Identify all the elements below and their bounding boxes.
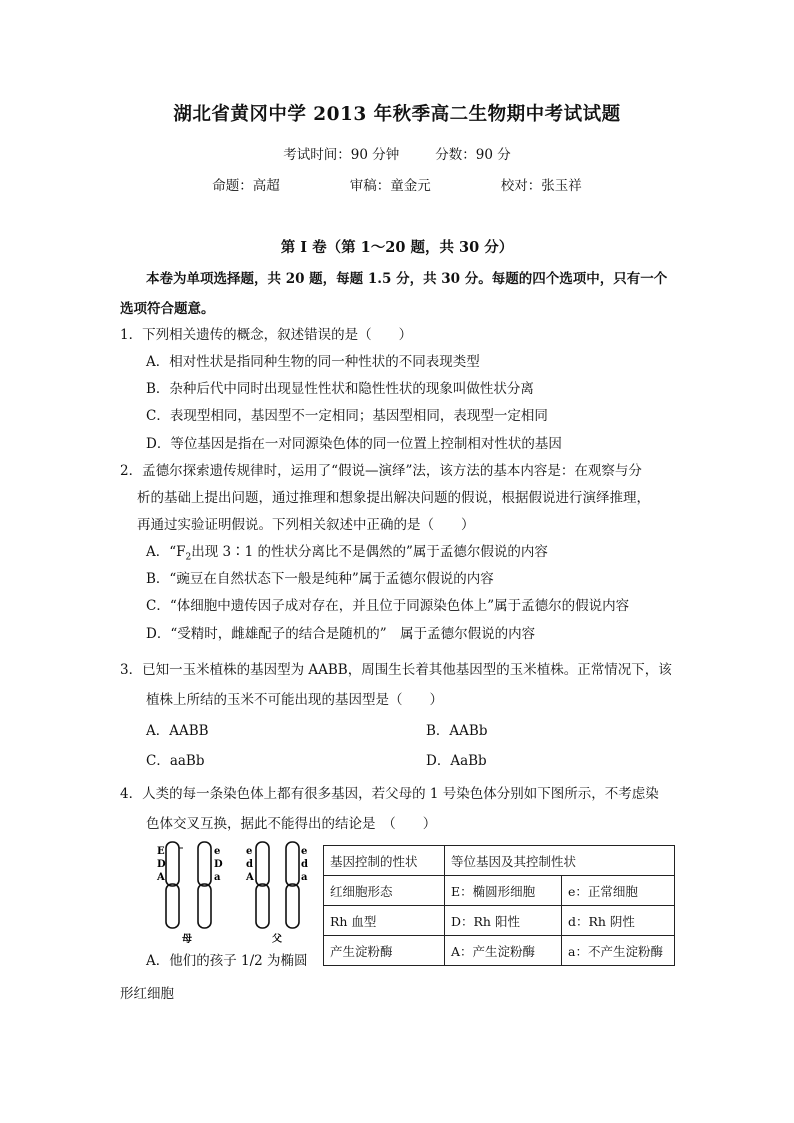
gene-table-header [324,846,675,876]
gene-table-cell: d：Rh 阴性 [562,906,675,936]
father-chr1-gene-2: d [246,859,253,870]
q1-stem: 1．下列相关遗传的概念，叙述错误的是（ ） [120,327,413,343]
table-row [324,936,675,966]
q2-option-a-post: 出现 3∶1 的性状分离比不是偶然的”属于孟德尔假说的内容 [191,544,548,560]
q2-option-b: B．“豌豆在自然状态下一般是纯种”属于孟德尔假说的内容 [146,571,494,587]
mother-chr2-gene-1: e [214,846,221,857]
exam-title: 湖北省黄冈中学 2013 年秋季高二生物期中考试试题 [173,104,621,125]
father-chr2-gene-3: a [301,872,308,883]
chromosome-figure [152,838,312,948]
father-label: 父 [272,934,282,945]
father-chromosome-2-bottom [286,884,299,928]
q2-stem-3: 再通过实验证明假说。下列相关叙述中正确的是（ ） [137,517,475,533]
q2-option-c: C．“体细胞中遗传因子成对存在，并且位于同源染色体上”属于孟德尔的假说内容 [146,598,630,614]
q3-option-d: D．AaBb [426,753,487,769]
exam-reviewer: 审稿：童金元 [349,178,431,194]
gene-table-cell: A：产生淀粉酶 [445,936,562,966]
q1-option-b: B．杂种后代中同时出现显性性状和隐性性状的现象叫做性状分离 [146,381,534,397]
mother-chromosomes [156,842,223,945]
q4-stem-1: 4．人类的每一条染色体上都有很多基因，若父母的 1 号染色体分别如下图所示，不考虑染 [120,786,659,802]
section-title: 第 I 卷（第 1～20 题，共 30 分） [280,239,514,256]
exam-score: 分数：90 分 [435,147,511,163]
mother-label: 母 [182,934,192,945]
mother-chromosome-1-bottom [166,884,179,928]
father-chr1-gene-3: A [246,872,254,883]
father-chr1-gene-1: e [246,846,253,857]
q3-stem-2: 植株上所结的玉米不可能出现的基因型是（ ） [146,692,443,708]
table-row [324,906,675,936]
father-chromosome-1-top [256,842,269,886]
q2-option-a-sub: 2 [185,552,192,563]
q3-option-a: A．AABB [146,723,209,739]
mother-chromosome-2-bottom [198,884,211,928]
gene-table-cell: E：椭圆形细胞 [445,876,562,906]
mother-chromosome-2-top [198,842,211,886]
mother-chr1-gene-3: A [157,872,165,883]
exam-meta [0,146,794,164]
gene-table [323,845,675,966]
exam-staff [0,177,794,195]
gene-table-cell: e：正常细胞 [562,876,675,906]
q2-option-a-pre: A．“F [146,544,186,560]
gene-table-header-cell: 等位基因及其控制性状 [445,846,675,876]
mother-chr2-gene-2: D [214,859,223,870]
q3-option-b: B．AABb [426,723,488,739]
q2-stem-2: 析的基础上提出问题，通过推理和想象提出解决问题的假说，根据假说进行演绎推理， [137,490,650,506]
exam-time: 考试时间：90 分钟 [283,147,400,163]
mother-chr1-gene-1: E [157,846,165,857]
q1-option-c: C．表现型相同，基因型不一定相同；基因型相同，表现型一定相同 [146,408,548,424]
father-chr2-gene-1: e [301,846,308,857]
q2-stem-1: 2．孟德尔探索遗传规律时，运用了“假说—演绎”法，该方法的基本内容是：在观察与分 [120,463,642,479]
q4-option-a-line-1: A．他们的孩子 1/2 为椭圆 [146,953,308,969]
father-chromosome-1-bottom [256,884,269,928]
gene-table-cell: D：Rh 阳性 [445,906,562,936]
q1-option-d: D．等位基因是指在一对同源染色体的同一位置上控制相对性状的基因 [146,436,562,452]
father-chr2-gene-2: d [301,859,308,870]
mother-chromosome-1-top [166,842,179,886]
gene-table-cell: Rh 血型 [324,906,445,936]
section-instruction-2: 选项符合题意。 [120,301,215,317]
q3-stem-1: 3．已知一玉米植株的基因型为 AABB，周围生长着其他基因型的玉米植株。正常情况下，该 [120,662,672,678]
exam-proofreader: 校对：张玉祥 [500,178,582,194]
father-chromosomes [245,842,308,945]
gene-table-cell: 红细胞形态 [324,876,445,906]
q2-option-d: D．“受精时，雌雄配子的结合是随机的” 属于孟德尔假说的内容 [146,626,536,642]
exam-author: 命题：高超 [212,178,280,194]
q4-stem-2: 色体交叉互换，据此不能得出的结论是 （ ） [146,816,437,832]
section-instruction-1: 本卷为单项选择题，共 20 题，每题 1.5 分，共 30 分。每题的四个选项中，只有一个 [146,271,668,287]
mother-chr2-gene-3: a [214,872,221,883]
gene-table-cell: 产生淀粉酶 [324,936,445,966]
father-chromosome-2-top [286,842,299,886]
gene-table-cell: a：不产生淀粉酶 [562,936,675,966]
q3-option-c: C．aaBb [146,753,205,769]
q1-option-a: A．相对性状是指同种生物的同一种性状的不同表现类型 [146,354,480,370]
gene-table-header-cell: 基因控制的性状 [324,846,445,876]
mother-chr1-gene-2: D [157,859,166,870]
q2-option-a [146,543,548,567]
table-row [324,876,675,906]
q4-option-a-line-2: 形红细胞 [120,986,174,1002]
